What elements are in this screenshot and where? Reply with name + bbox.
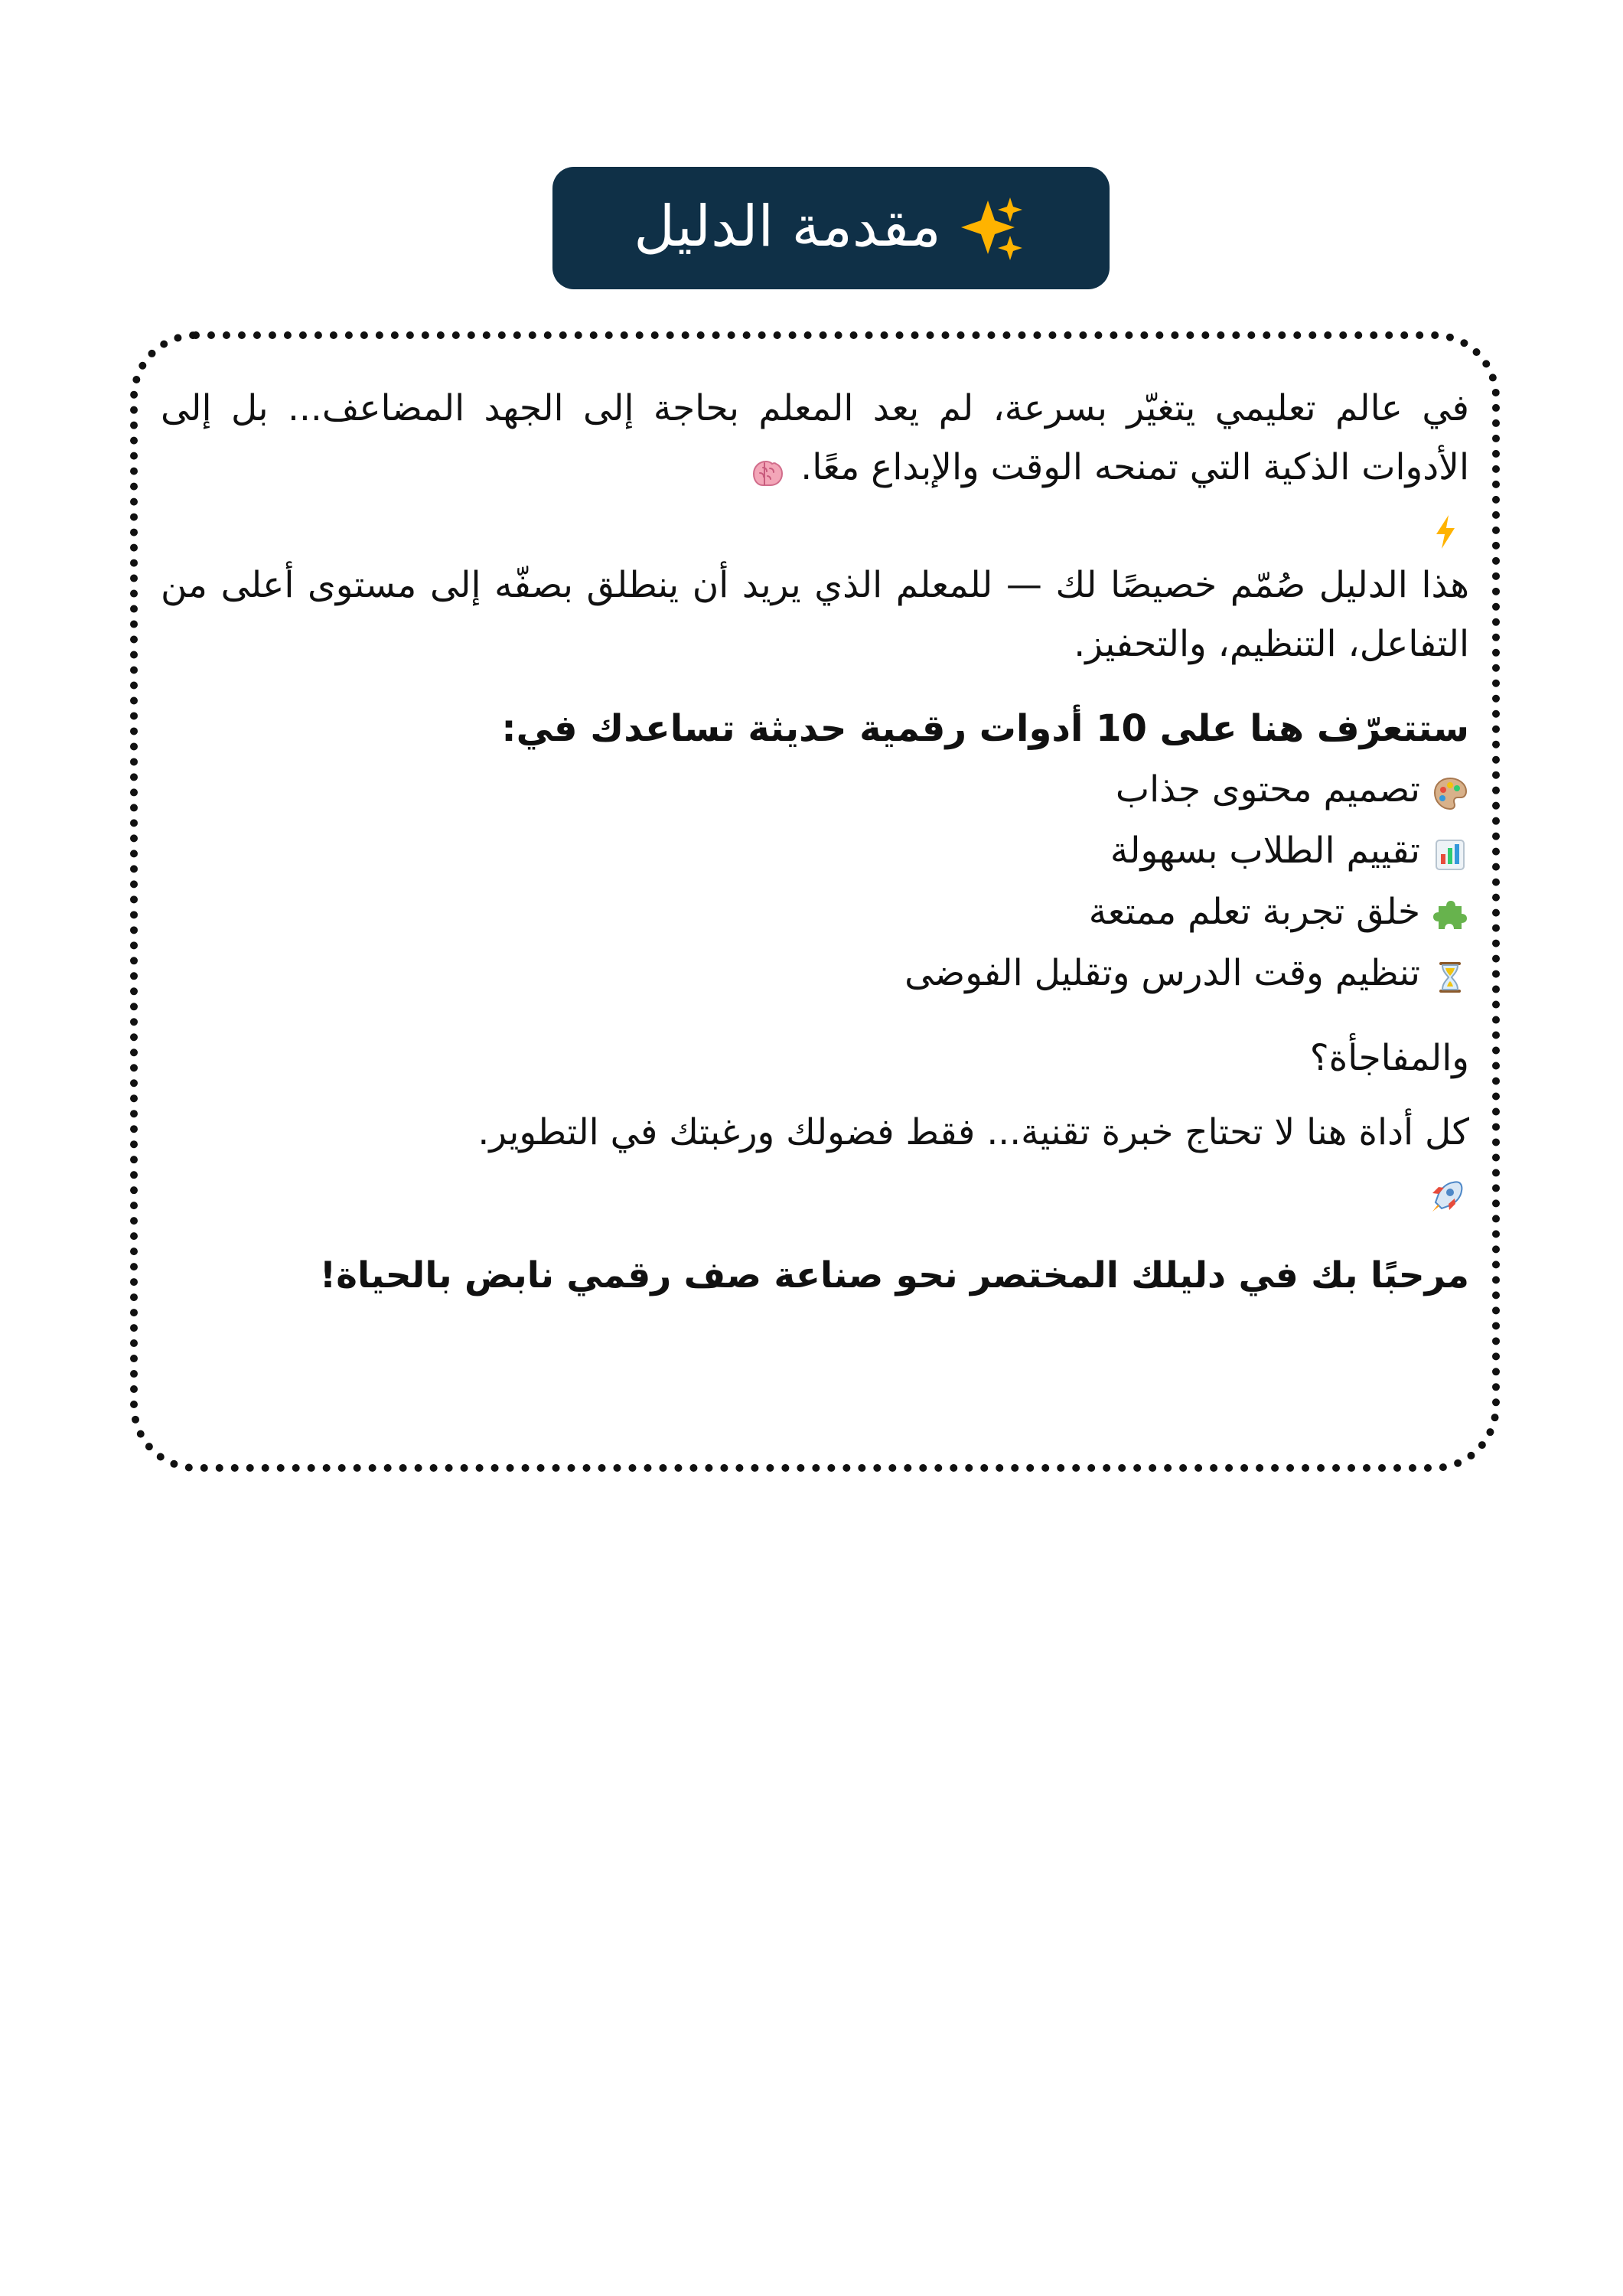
- surprise-answer-text: كل أداة هنا لا تحتاج خبرة تقنية... فقط فضولك ورغبتك في التطوير.: [477, 1111, 1469, 1153]
- intro-paragraph-1: [161, 379, 1469, 556]
- brain-icon: [746, 451, 784, 489]
- title-badge: [552, 167, 1110, 289]
- rocket-icon: [1426, 1175, 1465, 1213]
- surprise-question: والمفاجأة؟: [1309, 1037, 1469, 1079]
- palette-icon: [1431, 771, 1469, 809]
- feature-item: [161, 882, 1469, 943]
- feature-label: خلق تجربة تعلم ممتعة: [1088, 891, 1420, 933]
- intro-content: [161, 379, 1469, 1306]
- feature-label: تصميم محتوى جذاب: [1115, 768, 1420, 810]
- surprise-answer: [161, 1103, 1469, 1221]
- bar-chart-icon: [1431, 832, 1469, 870]
- sparkles-icon: [955, 191, 1028, 265]
- spacer: [161, 1004, 1469, 1029]
- feature-label: تنظيم وقت الدرس وتقليل الفوضى: [904, 952, 1420, 994]
- feature-item: [161, 759, 1469, 820]
- spacer: [161, 1221, 1469, 1245]
- intro-paragraph-1-text: في عالم تعليمي يتغيّر بسرعة، لم يعد المعلم بحاجة إلى الجهد المضاعف... بل إلى الأدوات الذكية التي تمنحه الوقت والإبداع معًا.: [161, 387, 1469, 488]
- feature-item: [161, 943, 1469, 1004]
- puzzle-icon: [1431, 893, 1469, 931]
- closing-message: مرحبًا بك في دليلك المختصر نحو صناعة صف رقمي نابض بالحياة!: [319, 1254, 1469, 1296]
- spacer: [161, 1088, 1469, 1103]
- intro-paragraph-2: هذا الدليل صُمّم خصيصًا لك — للمعلم الذي يريد أن ينطلق بصفّه إلى مستوى أعلى من التفاعل، التنظيم، والتحفيز.: [161, 564, 1469, 665]
- features-heading: ستتعرّف هنا على 10 أدوات رقمية حديثة تساعدك في:: [501, 707, 1469, 750]
- features-list: [161, 759, 1469, 1004]
- hourglass-icon: [1431, 954, 1469, 993]
- feature-item: [161, 820, 1469, 882]
- spacer: [161, 673, 1469, 698]
- page-title: مقدمة الدليل: [634, 194, 941, 259]
- lightning-icon: [1426, 510, 1465, 548]
- feature-label: تقييم الطلاب بسهولة: [1110, 830, 1420, 872]
